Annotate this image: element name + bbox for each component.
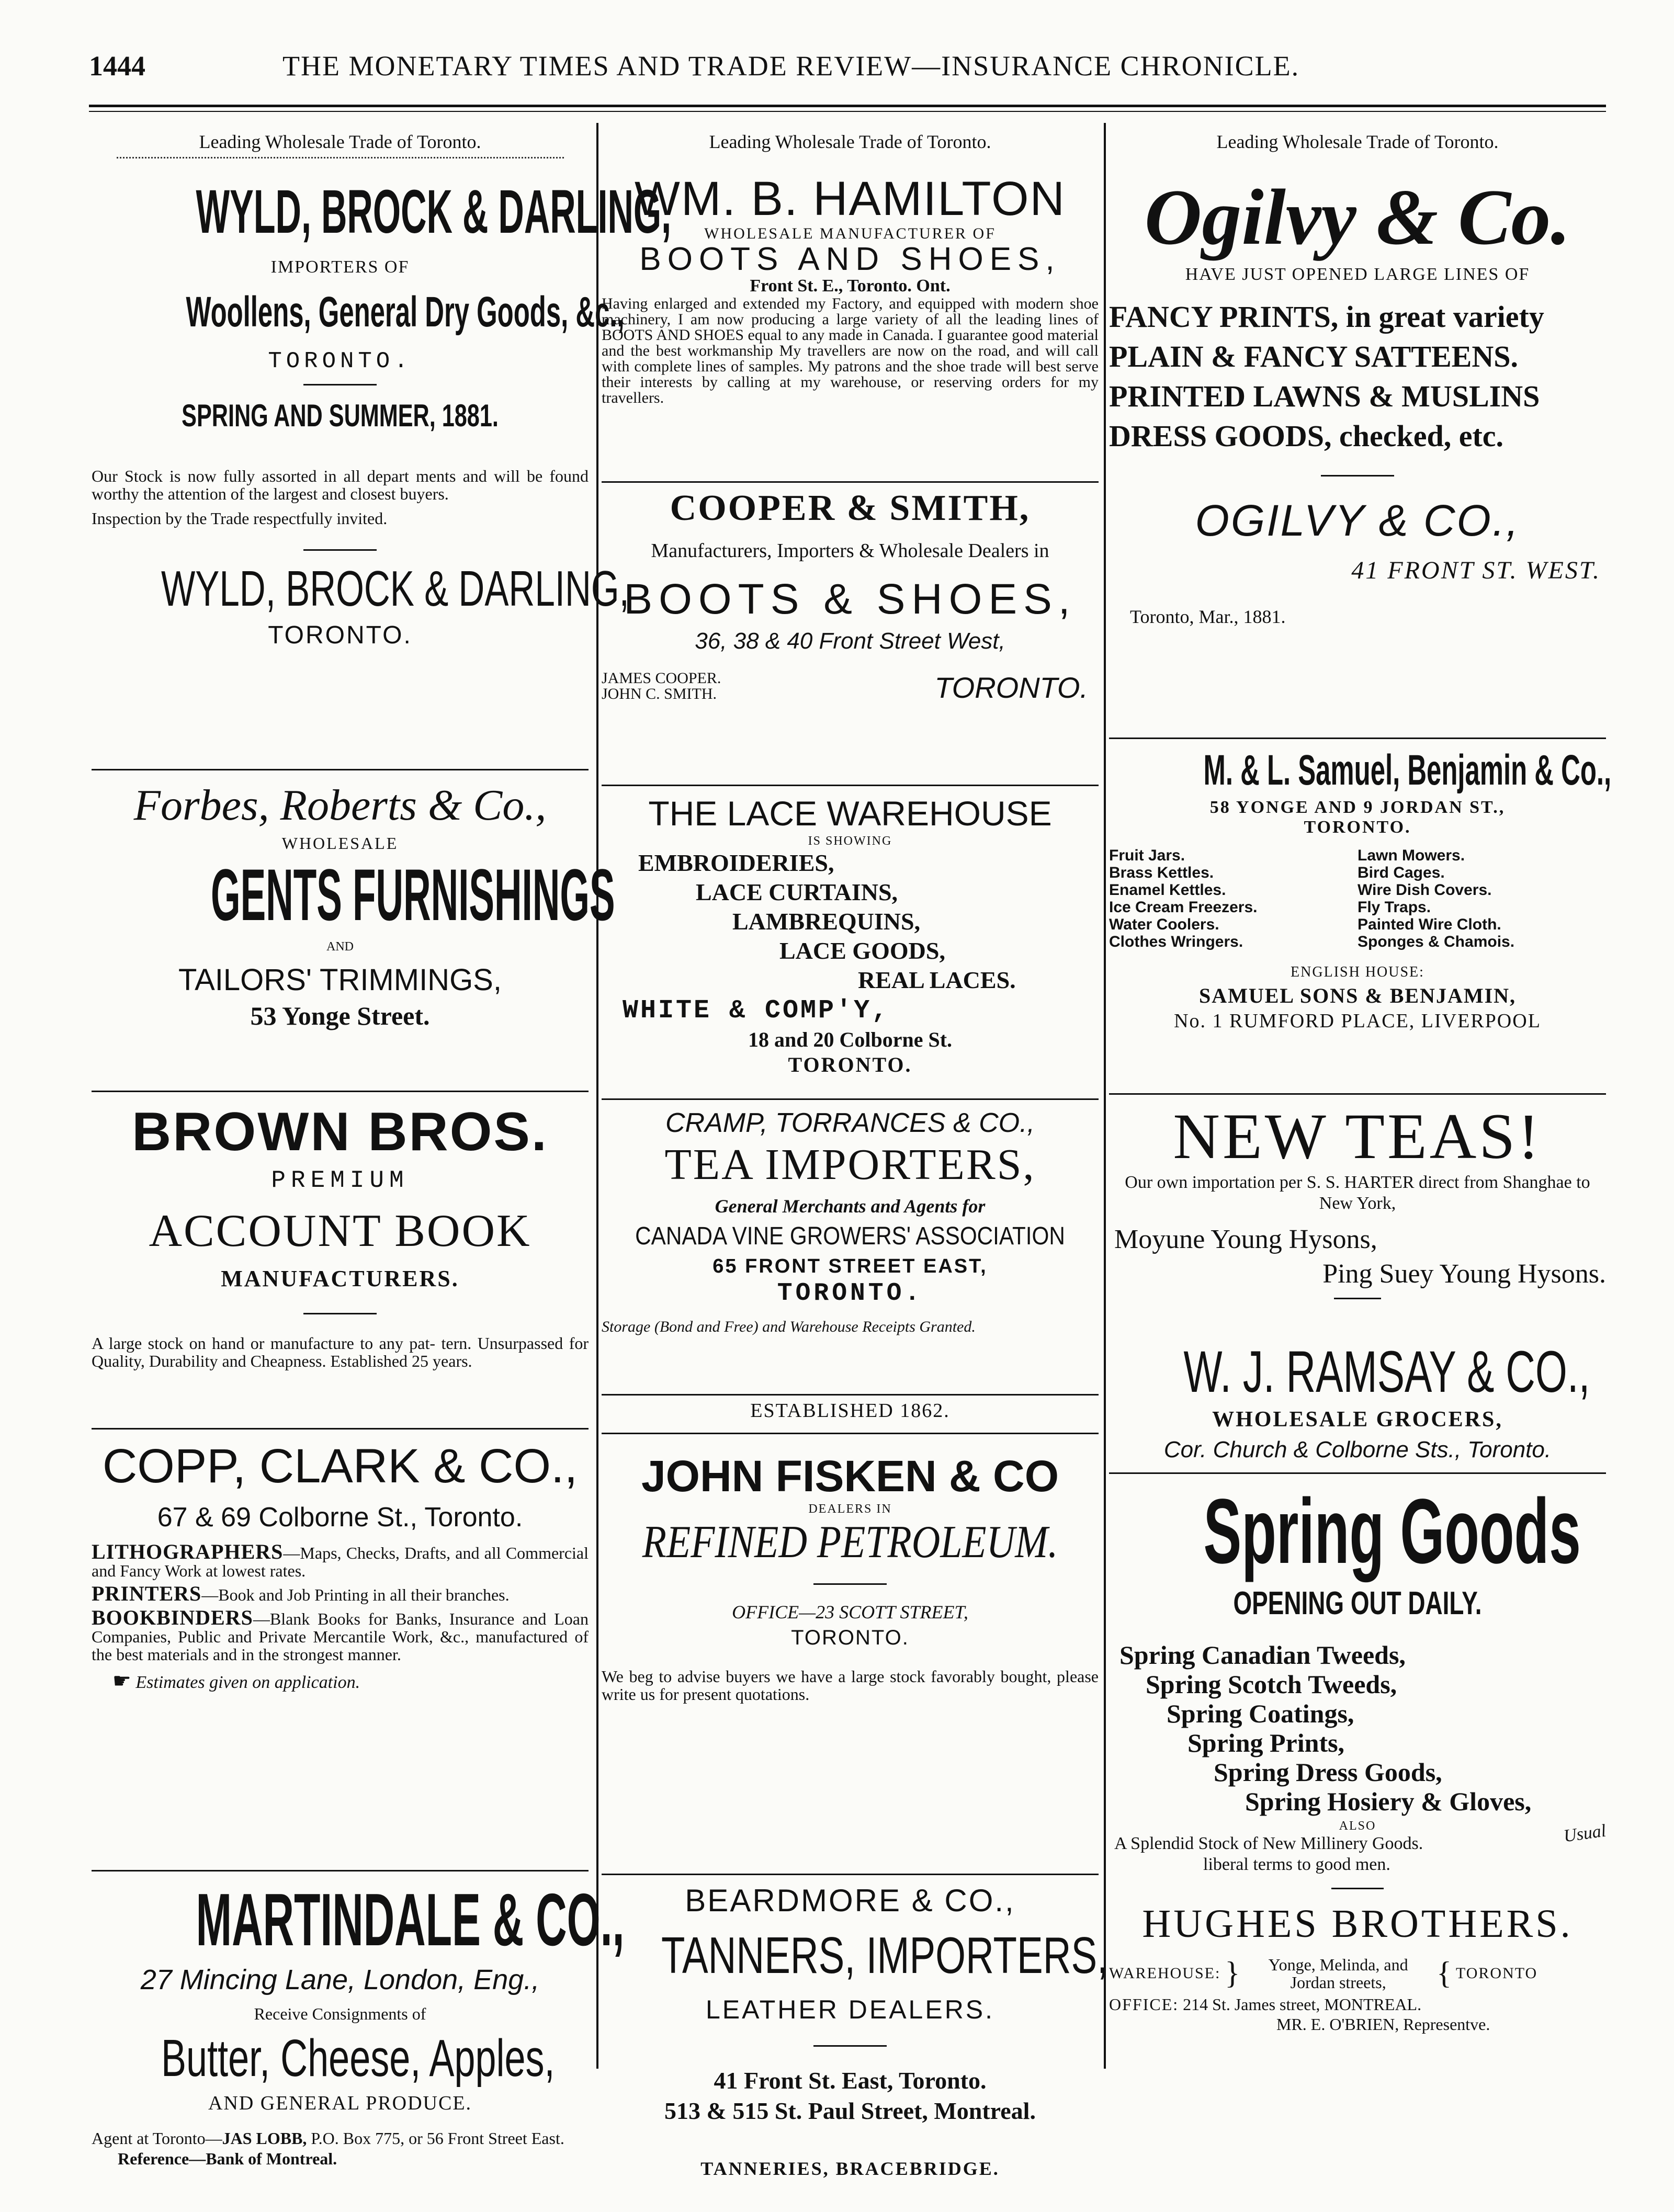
- short-rule: [303, 1313, 377, 1314]
- item-embroideries: EMBROIDERIES,: [638, 849, 834, 876]
- spring-item-1: Spring Canadian Tweeds,: [1119, 1640, 1406, 1670]
- column-heading: [1109, 131, 1606, 153]
- item-left-5: Clothes Wringers.: [1109, 933, 1243, 950]
- item-right-5: Sponges & Chamois.: [1358, 933, 1515, 950]
- bookbinders-label: BOOKBINDERS: [92, 1606, 253, 1629]
- column-divider-1: [596, 123, 598, 2069]
- opened-line: HAVE JUST OPENED LARGE LINES OF: [1185, 265, 1530, 284]
- ad-title: Spring Goods: [1203, 1480, 1581, 1583]
- address-line: 53 Yonge Street.: [250, 1001, 430, 1030]
- address-line: 27 Mincing Lane, London, Eng.,: [140, 1964, 540, 1995]
- ad-john-fisken: [602, 1399, 1099, 1703]
- goods-line: Butter, Cheese, Apples,: [161, 2029, 555, 2088]
- season-line: SPRING AND SUMMER, 1881.: [182, 398, 499, 433]
- spring-item-3: Spring Coatings,: [1167, 1699, 1354, 1728]
- title-line: TANNERS, IMPORTERS,: [661, 1926, 1108, 1984]
- address-line: 58 YONGE AND 9 JORDAN ST.,: [1209, 798, 1506, 817]
- title-line: TEA IMPORTERS,: [664, 1140, 1036, 1189]
- item-right-4: Painted Wire Cloth.: [1358, 916, 1501, 933]
- line-dress-goods: DRESS GOODS, checked, etc.: [1109, 419, 1503, 453]
- ad-separator: [602, 1394, 1099, 1396]
- item-goods: LACE GOODS,: [779, 937, 945, 964]
- column-divider-2: [1104, 123, 1106, 2069]
- ad-separator: [602, 1098, 1099, 1100]
- bookbinders-text: —Blank Books for Banks, Insurance and Loan Companies, Public and Private Mercantile Work, &c., manufactured of the best materials and in the strongest manner.: [92, 1609, 589, 1664]
- short-rule: [1321, 475, 1394, 477]
- agent-suffix: P.O. Box 775, or 56 Front Street East.: [307, 2129, 564, 2148]
- agent-prefix: Agent at Toronto—: [92, 2129, 222, 2148]
- page-number: 1444: [89, 50, 145, 82]
- signature-name: OGILVY & CO.,: [1195, 496, 1520, 545]
- also-label: ALSO: [1339, 1819, 1376, 1833]
- address-line: 41 FRONT ST. WEST.: [1351, 557, 1601, 584]
- printers-label: PRINTERS: [92, 1582, 202, 1605]
- book-line: ACCOUNT BOOK: [149, 1206, 531, 1256]
- usual-word: Usual: [1562, 1821, 1608, 1846]
- warehouse-address: Yonge, Melinda, and Jordan streets,: [1268, 1955, 1408, 1992]
- item-curtains: LACE CURTAINS,: [696, 879, 898, 905]
- ad-title: THE LACE WAREHOUSE: [648, 794, 1052, 833]
- address-line: Cor. Church & Colborne Sts., Toronto.: [1163, 1437, 1552, 1462]
- city-signature: TORONTO.: [268, 621, 412, 649]
- ad-separator: [602, 1874, 1099, 1875]
- ad-lace-warehouse: [602, 792, 1099, 1077]
- ad-logo: Ogilvy & Co.: [1144, 173, 1571, 261]
- brace-icon: }: [1225, 1956, 1240, 1990]
- city-label: TORONTO.: [934, 671, 1088, 704]
- description: WHOLESALE GROCERS,: [1212, 1408, 1503, 1432]
- spring-item-2: Spring Scotch Tweeds,: [1146, 1670, 1397, 1699]
- dealers-label: DEALERS IN: [808, 1502, 892, 1516]
- premium-label: PREMIUM: [271, 1167, 409, 1194]
- lithographers-label: LITHOGRAPHERS: [92, 1540, 284, 1563]
- inspection-text: Inspection by the Trade respectfully invited.: [92, 509, 388, 528]
- items-right: [1358, 847, 1606, 950]
- lithographers-text: —Maps, Checks, Drafts, and all Commercial and Fancy Work at lowest rates.: [92, 1544, 589, 1580]
- ad-brown-bros: [92, 1101, 589, 1370]
- short-rule: [813, 2045, 887, 2047]
- brace-icon: {: [1437, 1956, 1452, 1990]
- header-rule-thin: [89, 111, 1606, 112]
- printers-text: —Book and Job Printing in all their branches.: [201, 1585, 510, 1604]
- short-rule: [1331, 1888, 1384, 1889]
- wavy-rule: [117, 157, 564, 158]
- ad-separator: [602, 785, 1099, 786]
- tanneries-line: TANNERIES, BRACEBRIDGE.: [700, 2158, 1000, 2179]
- ad-copp-clark: [92, 1437, 589, 1693]
- city-label: TORONTO.: [788, 1053, 912, 1076]
- address-line: 18 and 20 Colborne St.: [748, 1028, 953, 1051]
- partners-row: [602, 671, 1099, 705]
- wholesale-label: WHOLESALE: [281, 834, 399, 853]
- importation-text: Our own importation per S. S. HARTER direct from Shanghae to New York,: [1125, 1173, 1590, 1213]
- ad-spring-goods: [1109, 1480, 1606, 2034]
- ad-title: WYLD, BROCK & DARLING,: [196, 177, 672, 246]
- date-line: Toronto, Mar., 1881.: [1130, 606, 1286, 627]
- ad-title: MARTINDALE & CO.,: [196, 1878, 625, 1961]
- stock-text: Our Stock is now fully assorted in all depart ments and will be found worthy the attention of the largest and closest buyers.: [92, 467, 589, 503]
- ad-ogilvy: [1109, 173, 1606, 629]
- ad-title: NEW TEAS!: [1173, 1101, 1542, 1172]
- firm-name: HUGHES BROTHERS.: [1142, 1902, 1573, 1946]
- ad-title: JOHN FISKEN & CO: [641, 1451, 1059, 1501]
- city-label: TORONTO.: [1304, 818, 1411, 837]
- ad-separator: [602, 1433, 1099, 1434]
- ad-separator: [92, 1428, 589, 1430]
- tea-2: Ping Suey Young Hysons.: [1322, 1259, 1606, 1289]
- address-montreal: 513 & 515 St. Paul Street, Montreal.: [664, 2097, 1036, 2124]
- column-heading: [602, 131, 1099, 153]
- ad-title: Forbes, Roberts & Co.,: [133, 781, 547, 830]
- ad-separator: [92, 1091, 589, 1092]
- city-label: TORONTO.: [777, 1279, 923, 1308]
- importers-label: IMPORTERS OF: [270, 257, 410, 277]
- pointing-hand-icon: ☛: [112, 1669, 131, 1693]
- house-address: No. 1 RUMFORD PLACE, LIVERPOOL: [1174, 1010, 1541, 1032]
- general-line: AND GENERAL PRODUCE.: [208, 2092, 472, 2114]
- item-right-3: Fly Traps.: [1358, 899, 1431, 916]
- item-lambrequins: LAMBREQUINS,: [732, 908, 921, 935]
- warehouse-city: TORONTO: [1455, 1964, 1538, 1982]
- office-address: 214 St. James street, MONTREAL.: [1183, 1995, 1422, 2014]
- address-line: Front St. E., Toronto. Ont.: [750, 276, 951, 296]
- ad-wyld-brock-darling: [92, 177, 672, 650]
- ad-ramsay: [1109, 1339, 1606, 1466]
- line-lawns: PRINTED LAWNS & MUSLINS: [1109, 379, 1540, 413]
- short-rule: [1334, 1298, 1381, 1299]
- ad-samuel-benjamin: [1109, 745, 1612, 1033]
- ad-title: CRAMP, TORRANCES & CO.,: [665, 1108, 1035, 1138]
- ad-separator: [1109, 738, 1606, 739]
- address-toronto: 41 Front St. East, Toronto.: [714, 2067, 987, 2094]
- and-label: AND: [326, 940, 354, 954]
- description: Manufacturers, Importers & Wholesale Dealers in: [651, 540, 1049, 562]
- item-right-2: Wire Dish Covers.: [1358, 881, 1492, 899]
- address-line: 67 & 69 Colborne St., Toronto.: [157, 1502, 523, 1533]
- item-left-1: Brass Kettles.: [1109, 864, 1214, 881]
- page-header: [89, 50, 1606, 97]
- subtitle: WHOLESALE MANUFACTURER OF: [704, 225, 996, 242]
- address-line: 36, 38 & 40 Front Street West,: [695, 628, 1005, 654]
- column-heading: [92, 131, 589, 158]
- goods-line: BOOTS & SHOES,: [624, 575, 1077, 623]
- warehouse-label: WAREHOUSE:: [1109, 1964, 1221, 1982]
- ad-separator: [602, 481, 1099, 483]
- items-grid: [1109, 847, 1606, 950]
- stock-text: A large stock on hand or manufacture to any pat- tern. Unsurpassed for Quality, Durability and Cheapness. Established 25 years.: [92, 1334, 589, 1370]
- tea-1: Moyune Young Hysons,: [1114, 1224, 1377, 1254]
- ad-separator: [1109, 1472, 1606, 1474]
- ad-title: BEARDMORE & CO.,: [685, 1883, 1015, 1918]
- line-satteens: PLAIN & FANCY SATTEENS.: [1109, 339, 1519, 373]
- bookbinders-entry: [92, 1606, 589, 1664]
- ad-title: M. & L. Samuel, Benjamin & Co.,: [1203, 746, 1612, 794]
- short-rule: [303, 549, 377, 551]
- receive-line: Receive Consignments of: [254, 2004, 426, 2023]
- storage-text: Storage (Bond and Free) and Warehouse Receipts Granted.: [602, 1318, 976, 1335]
- item-left-0: Fruit Jars.: [1109, 847, 1185, 864]
- short-rule: [303, 384, 377, 385]
- ad-forbes-roberts: [92, 780, 615, 1031]
- goods-line: GENTS FURNISHINGS: [211, 854, 615, 936]
- body-text: Having enlarged and extended my Factory, and equipped with modern shoe machinery, I am now producing a large variety of all the leading lines of BOOTS AND SHOES equal to any made in Canada. I guarantee good material and the best workmanship My travellers are now on the road, and will call with complete lines of samples. My patrons and the shoe trade will best serve their interests by calling at my warehouse, or reserving orders for my travellers.: [602, 295, 1099, 406]
- column-heading-text: Leading Wholesale Trade of Toronto.: [709, 131, 991, 152]
- item-left-4: Water Coolers.: [1109, 916, 1219, 933]
- established-line: ESTABLISHED 1862.: [750, 1400, 950, 1422]
- ad-separator: [1109, 1093, 1606, 1095]
- body-text: We beg to advise buyers we have a large stock favorably bought, please write us for present quotations.: [602, 1667, 1099, 1704]
- city-label: TORONTO.: [268, 348, 412, 375]
- goods-line: Woollens, General Dry Goods, &c.,: [186, 288, 625, 336]
- millinery-line: A Splendid Stock of New Millinery Goods.: [1114, 1834, 1423, 1853]
- association-line: CANADA VINE GROWERS' ASSOCIATION: [635, 1222, 1065, 1250]
- short-rule: [813, 1583, 887, 1585]
- city-label: TORONTO.: [791, 1626, 909, 1649]
- english-house-label: ENGLISH HOUSE:: [1291, 964, 1424, 980]
- ad-separator: [92, 1870, 589, 1871]
- showing-label: IS SHOWING: [808, 834, 892, 848]
- running-title: THE MONETARY TIMES AND TRADE REVIEW—INSURANCE CHRONICLE.: [282, 50, 1300, 82]
- item-laces: REAL LACES.: [858, 967, 1016, 993]
- items-left: [1109, 847, 1348, 950]
- estimates-line: [92, 1669, 589, 1693]
- item-left-3: Ice Cream Freezers.: [1109, 899, 1258, 916]
- lithographers-entry: [92, 1540, 589, 1580]
- partner-1: JAMES COOPER.: [602, 670, 721, 687]
- column-heading-text: Leading Wholesale Trade of Toronto.: [1216, 131, 1499, 152]
- ad-martindale: [92, 1878, 625, 2169]
- goods-line: REFINED PETROLEUM.: [642, 1517, 1058, 1568]
- goods-line: BOOTS AND SHOES,: [639, 241, 1061, 277]
- house-name: SAMUEL SONS & BENJAMIN,: [1198, 984, 1517, 1007]
- item-right-0: Lawn Mowers.: [1358, 847, 1465, 864]
- item-right-1: Bird Cages.: [1358, 864, 1445, 881]
- spring-item-5: Spring Dress Goods,: [1214, 1757, 1442, 1787]
- ad-cramp-torrances: [602, 1106, 1099, 1335]
- item-left-2: Enamel Kettles.: [1109, 881, 1226, 899]
- trim-line: TAILORS' TRIMMINGS,: [178, 963, 502, 997]
- office-label: OFFICE:: [1109, 1995, 1179, 2014]
- ad-new-teas: [1109, 1101, 1606, 1309]
- header-rule: [89, 105, 1606, 107]
- ad-title: W. J. RAMSAY & CO.,: [1183, 1339, 1590, 1404]
- office-line: [1109, 1994, 1606, 2014]
- ad-separator: [92, 769, 589, 770]
- agent-name: JAS LOBB,: [222, 2129, 307, 2148]
- firm-name: WHITE & COMP'Y,: [623, 996, 890, 1026]
- partner-2: JOHN C. SMITH.: [602, 685, 717, 702]
- ad-title: BROWN BROS.: [132, 1102, 548, 1162]
- ad-title: COPP, CLARK & CO.,: [102, 1439, 578, 1493]
- ad-beardmore: [602, 1881, 1108, 2180]
- reference-line: Reference—Bank of Montreal.: [118, 2149, 337, 2168]
- address-line: 65 FRONT STREET EAST,: [712, 1255, 988, 1277]
- opening-line: OPENING OUT DAILY.: [1233, 1585, 1482, 1621]
- ad-title: COOPER & SMITH,: [670, 488, 1031, 528]
- line-fancy-prints: FANCY PRINTS, in great variety: [1109, 300, 1544, 334]
- agents-line: General Merchants and Agents for: [715, 1196, 986, 1217]
- spring-item-6: Spring Hosiery & Gloves,: [1245, 1787, 1532, 1816]
- ad-signature: WYLD, BROCK & DARLING,: [161, 561, 629, 617]
- agent-line: [92, 2129, 589, 2147]
- office-line: OFFICE—23 SCOTT STREET,: [732, 1602, 968, 1623]
- terms-line: liberal terms to good men.: [1203, 1855, 1390, 1874]
- representative-line: MR. E. O'BRIEN, Representve.: [1276, 2015, 1490, 2034]
- column-heading-text: Leading Wholesale Trade of Toronto.: [199, 131, 481, 152]
- printers-entry: [92, 1582, 589, 1605]
- manufacturers-line: MANUFACTURERS.: [221, 1266, 459, 1291]
- warehouse-row: [1109, 1955, 1606, 1991]
- dealers-line: LEATHER DEALERS.: [705, 1995, 995, 2024]
- ad-hamilton: [602, 173, 1099, 406]
- ad-cooper-smith: [602, 486, 1099, 705]
- estimates-text: Estimates given on application.: [135, 1673, 360, 1692]
- ad-title: WM. B. HAMILTON: [635, 172, 1066, 225]
- spring-item-4: Spring Prints,: [1187, 1728, 1345, 1757]
- partner-names: [602, 671, 721, 705]
